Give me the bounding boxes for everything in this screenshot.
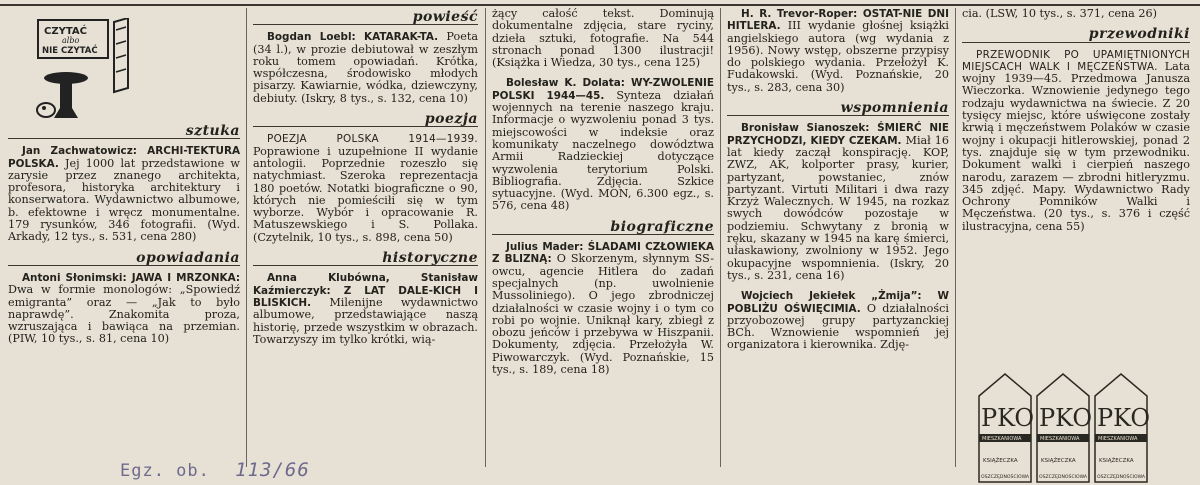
entry-body: Miał 16 lat kiedy zaczął konspirację. KOP, ZWZ, AK, kolporter prasy, kurier, partyzant, powstaniec, znów partyzant. Virtuti Militari i dwa razy Krzyż Walecznych. W 1945, na rozkaz swych dowódców pozostaje w podziemiu. Schwytany z bronią w ręku, skazany w 1945 na karę śmierci, ułaskawiony, zwolniony w 1952. Jego okupacyjne wspomnienia. (Iskry, 20 tys., s. 231, cena 16) xyxy=(727,133,950,282)
column-divider xyxy=(246,8,247,467)
section-header-opowiadania: opowiadania xyxy=(8,252,240,266)
logo-text-mid: albo xyxy=(62,36,80,45)
entry-body: Poeta (34 l.), w prozie debiutował w zeszłym roku tomem opowiadań. Krótka, współczesna, środowisko młodych pisarzy. Kawiarnie, wódka, dziewczyny, debiuty. (Iskry, 8 tys., s. 132, cena 10) xyxy=(253,30,478,105)
entry-body: III wydanie głośnej książki angielskiego autora (wg wydania z 1956). Nowy wstęp, obszerne przypisy do polskiego wydania. Przełożył K. Fudakowski. (Wyd. Poznańskie, 20 tys., s. 283, cena 30) xyxy=(727,19,950,94)
pko-label-1: MIESZKANIOWA xyxy=(1040,436,1080,442)
logo-text-top: CZYTAĆ xyxy=(44,26,87,37)
entry-author-title: Bronisław Sianoszek: ŚMIERĆ NIE PRZYCHODZI, KIEDY CZEKAM. xyxy=(727,122,949,147)
column-1 xyxy=(8,8,240,354)
entry-body: Synteza działań wojennych na terenie naszego kraju. Informacje o wyzwoleniu ponad 3 tys. miejscowości w indeksie oraz komunikaty naczelnego dowództwa Armii Radzieckiej dotyczące wyzwolenia terytorium Polski. Bibliografia. Zdjęcia. Szkice sytuacyjne. (Wyd. MON, 6.300 egz., s. 576, cena 48) xyxy=(492,88,715,213)
entry-continuation xyxy=(492,8,714,69)
pko-logo: PKO xyxy=(1097,404,1151,432)
entry-dolata xyxy=(492,77,714,212)
entry-body: Jej 1000 lat przedstawione w zarysie przez znanego architekta, profesora, historyka architektury i konserwatora. Wydawnictwo albumowe, b. efektowne i wręcz monumentalne. 179 rysunków, 346 fotografii. (Wyd. Arkady, 12 tys., s. 531, cena 280) xyxy=(8,156,240,244)
entry-body: żący całość tekst. Dominują dokumentalne zdjęcia, stare ryciny, dzieła sztuki, fotografie. Na 544 stronach ponad 1300 ilustracji! (Książka i Wiedza, 30 tys., cena 125) xyxy=(492,7,714,70)
entry-zachwatowicz xyxy=(8,145,240,243)
entry-author-title: Antoni Słonimski: JAWA I MRZONKA: xyxy=(22,271,240,284)
pko-label-3: OSZCZĘDNOŚCIOWA xyxy=(1097,475,1146,480)
entry-author-title: Anna Klubówna, Stanisław Kaźmierczyk: Z LAT DALE-KICH I BLISKICH. xyxy=(253,272,478,309)
entry-author-title: Jan Zachwatowicz: ARCHI-TEKTURA POLSKA. xyxy=(8,145,240,170)
entry-przewodnik xyxy=(962,49,1190,233)
stamp-handwritten-number: 113/66 xyxy=(235,459,310,481)
pko-label-3: OSZCZĘDNOŚCIOWA xyxy=(981,475,1030,480)
top-rule xyxy=(0,0,1200,6)
entry-body: O działalności przyobozowej grupy partyzanckiej BCh. Wznowienie wspomnień jej organizatora i kierownika. Zdję- xyxy=(727,301,949,352)
entry-title: PRZEWODNIK PO UPAMIĘTNIONYCH MIEJSCACH WALK I MĘCZEŃSTWA. xyxy=(962,48,1190,73)
pko-booklets-icon xyxy=(975,366,1155,484)
logo-text-bottom: NIE CZYTAĆ xyxy=(42,46,98,56)
column-4 xyxy=(727,8,949,360)
entry-author-title: Bogdan Loebl: KATARAK-TA. xyxy=(267,31,439,44)
section-header-przewodniki: przewodniki xyxy=(962,28,1190,42)
pko-label-2: KSIĄŻECZKA xyxy=(1041,458,1076,464)
column-2 xyxy=(253,8,478,354)
column-divider xyxy=(955,8,956,467)
czytac-logo-icon xyxy=(36,18,132,122)
entry-continuation xyxy=(962,8,1190,20)
section-header-powiesc: powieść xyxy=(253,11,478,25)
entry-slonimski xyxy=(8,272,240,346)
pko-advertisement xyxy=(975,366,1155,484)
entry-author-title: Bolesław K. Dolata: WY-ZWOLENIE POLSKI 1944—45. xyxy=(492,77,714,102)
library-stamp xyxy=(120,459,310,481)
entry-trevor-roper xyxy=(727,8,949,94)
entry-mader xyxy=(492,241,714,376)
section-header-wspomnienia: wspomnienia xyxy=(727,102,949,116)
entry-author-title: Julius Mader: ŚLADAMI CZŁOWIEKA Z BLIZNĄ: xyxy=(492,241,714,266)
pko-label-2: KSIĄŻECZKA xyxy=(983,458,1018,464)
column-5 xyxy=(962,8,1190,241)
pko-logo: PKO xyxy=(981,404,1035,432)
entry-title: POEZJA POLSKA 1914—1939. xyxy=(267,133,478,146)
entry-loebl xyxy=(253,31,478,105)
section-header-biograficzne: biograficzne xyxy=(492,221,714,235)
entry-author-title: H. R. Trevor-Roper: OSTAT-NIE DNI HITLERA. xyxy=(727,8,949,33)
column-divider xyxy=(485,8,486,467)
pko-logo: PKO xyxy=(1039,404,1093,432)
column-3 xyxy=(492,8,714,384)
column-divider xyxy=(720,8,721,467)
entry-poezja-polska xyxy=(253,133,478,244)
section-header-historyczne: historyczne xyxy=(253,252,478,266)
pko-label-1: MIESZKANIOWA xyxy=(982,436,1022,442)
entry-author-title: Wojciech Jekiełek „Żmija”: W POBLIŻU OŚWIĘCIMIA. xyxy=(727,290,949,315)
entry-body: Dwa w formie monologów: „Spowiedź emigranta” oraz — „Jak to było naprawdę”. Znakomita proza, wzruszająca i bawiąca na przemian. (PIW, 10 tys., s. 81, cena 10) xyxy=(8,283,240,346)
section-header-poezja: poezja xyxy=(253,113,478,127)
entry-klubowna xyxy=(253,272,478,346)
czytac-logo xyxy=(36,18,132,122)
pko-label-3: OSZCZĘDNOŚCIOWA xyxy=(1039,475,1088,480)
entry-body: Poprawione i uzupełnione II wydanie antologii. Poprzednie rozeszło się natychmiast. Szeroka reprezentacja 180 poetów. Notatki biograficzne o 90, których nie pomieściłi się w tym wyborze. Wybór i opracowanie R. Matuszewskiego i S. Pollaka. (Czytelnik, 10 tys., s. 898, cena 50) xyxy=(253,144,478,244)
pko-label-2: KSIĄŻECZKA xyxy=(1099,458,1134,464)
stamp-printed-text: Egz. ob. xyxy=(120,461,210,481)
entry-body: Milenijne wydawnictwo albumowe, przedstawiające naszą historię, przede wszystkim w obrazach. Towarzyszy im tylko krótki, wią- xyxy=(253,295,479,346)
entry-body: cia. (LSW, 10 tys., s. 371, cena 26) xyxy=(962,7,1157,20)
entry-body: Lata wojny 1939—45. Przedmowa Janusza Wieczorka. Wznowienie jedynego tego rodzaju wydawnictwa na świecie. Z 20 tysięcy miejsc, które uświęcone zostały krwią i męczeństwem Polaków w czasie wojny i okupacji hitlerowskiej, ponad 2 tys. znajduje się w tym przewodniku. Dokument walki i cierpień naszego narodu, zarazem — zbrodni hitleryzmu. 345 zdjęć. Mapy. Wydawnictwo Rady Ochrony Pomników Walki i Męczeństwa. (20 tys., s. 376 i część ilustracyjna, cena 55) xyxy=(962,59,1190,233)
entry-sianoszek xyxy=(727,122,949,282)
entry-body: O Skorzenym, słynnym SS-owcu, agencie Hitlera do zadań specjalnych (np. uwolnienie Mussoliniego). O jego zbrodniczej działalności w czasie wojny i o tym co robi po wojnie. Uniknął kary, zbiegł z obozu jeńców i przebywa w Hiszpanii. Dokumenty, zdjęcia. Przełożyła W. Piwowarczyk. (Wyd. Poznańskie, 15 tys., s. 189, cena 18) xyxy=(492,252,715,377)
section-header-sztuka: sztuka xyxy=(8,125,240,139)
entry-jekielek xyxy=(727,290,949,351)
pko-label-1: MIESZKANIOWA xyxy=(1098,436,1138,442)
